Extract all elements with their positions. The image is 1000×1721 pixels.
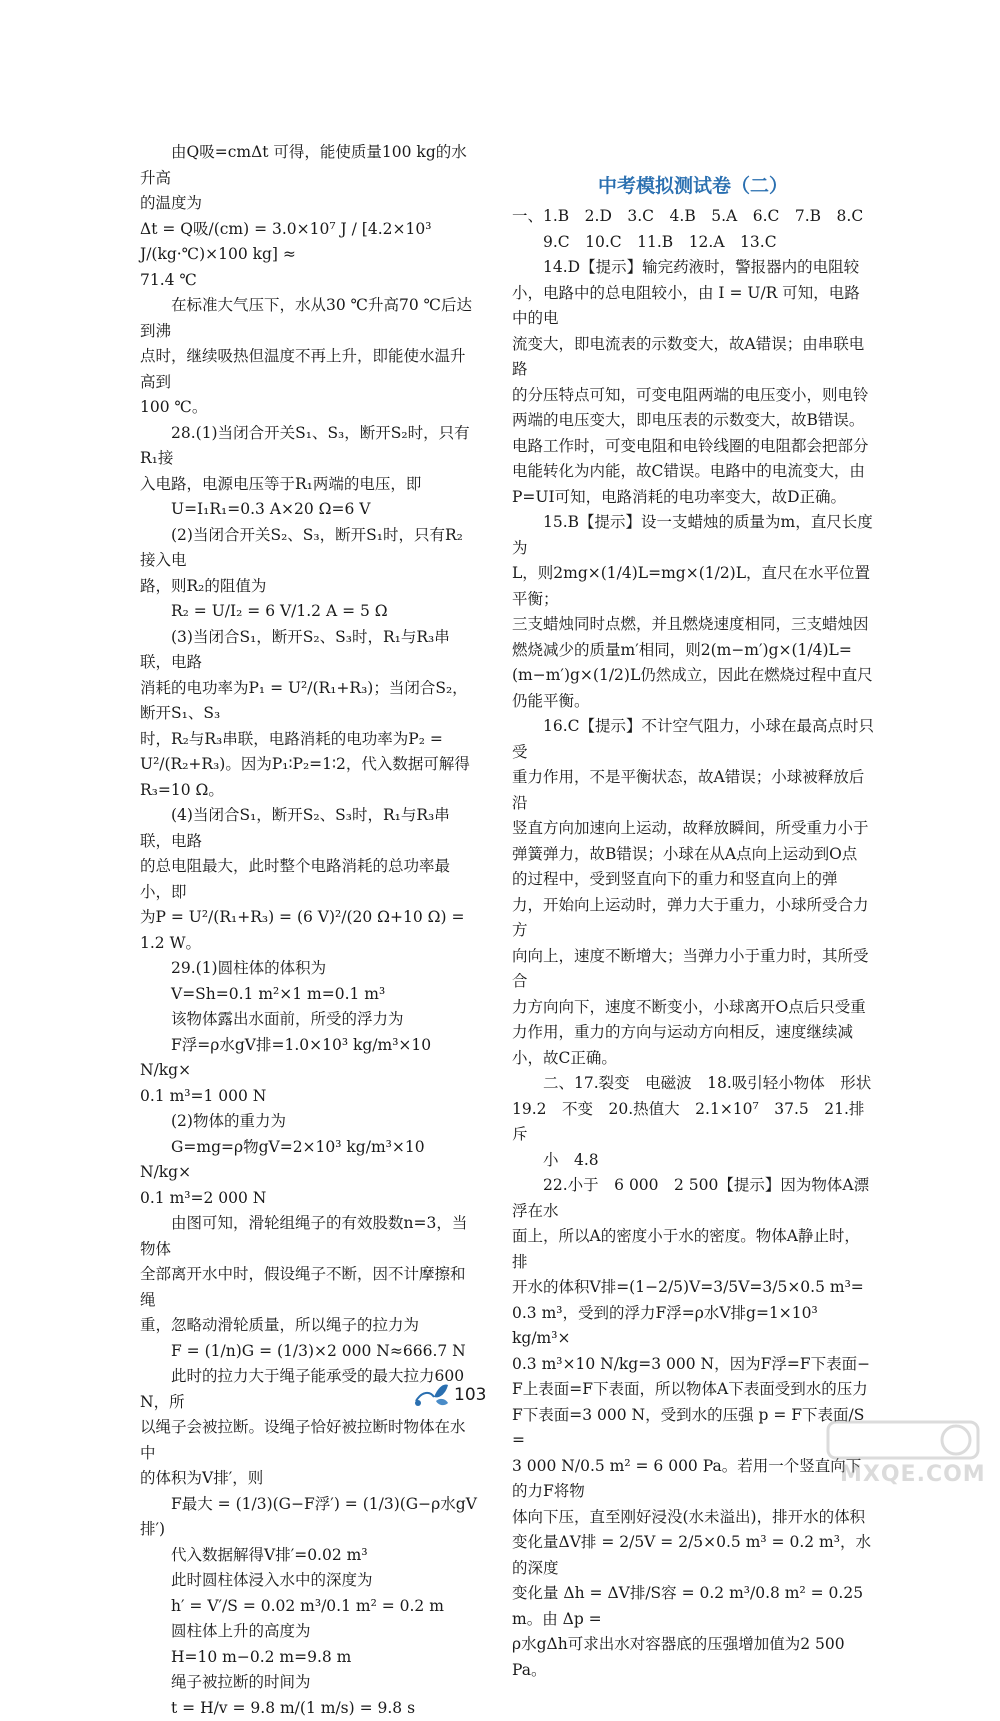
right-text-line: 9.C 10.C 11.B 12.A 13.C (512, 230, 874, 256)
left-text-line: R₃=10 Ω。 (140, 778, 478, 804)
right-text-line: 0.3 m³，受到的浮力F浮=ρ水V排g=1×10³ kg/m³× (512, 1301, 874, 1352)
right-column-body (512, 204, 874, 1683)
right-text-line: 15.B【提示】设一支蜡烛的质量为m，直尺长度为 (512, 510, 874, 561)
left-text-line: 28.(1)当闭合开关S₁、S₃，断开S₂时，只有R₁接 (140, 421, 478, 472)
right-text-line: F上表面=F下表面，所以物体A下表面受到水的压力 (512, 1377, 874, 1403)
right-text-line: 二、17.裂变 电磁波 18.吸引轻小物体 形状 (512, 1071, 874, 1097)
left-text-line: 由Q吸=cmΔt 可得，能使质量100 kg的水升高 (140, 140, 478, 191)
left-text-line: 路，则R₂的阻值为 (140, 574, 478, 600)
left-text-line: 重，忽略动滑轮质量，所以绳子的拉力为 (140, 1313, 478, 1339)
left-text-line: 的体积为V排′，则 (140, 1466, 478, 1492)
watermark-text: MXQE.COM (840, 1462, 986, 1487)
right-text-line: 电路工作时，可变电阻和电铃线圈的电阻都会把部分 (512, 434, 874, 460)
right-text-line: 两端的电压变大，即电压表的示数变大，故B错误。 (512, 408, 874, 434)
left-column (140, 140, 478, 1721)
right-text-line: 力作用，重力的方向与运动方向相反，速度继续减 (512, 1020, 874, 1046)
right-text-line: 竖直方向加速向上运动，故释放瞬间，所受重力小于 (512, 816, 874, 842)
left-text-line: R₂ = U/I₂ = 6 V/1.2 A = 5 Ω (140, 599, 478, 625)
left-text-line: H=10 m−0.2 m=9.8 m (140, 1645, 478, 1671)
watermark (822, 1416, 992, 1494)
right-text-line: 16.C【提示】不计空气阻力，小球在最高点时只受 (512, 714, 874, 765)
left-text-line: t = H/v = 9.8 m/(1 m/s) = 9.8 s (140, 1696, 478, 1721)
left-text-line: h′ = V′/S = 0.02 m³/0.1 m² = 0.2 m (140, 1594, 478, 1620)
right-text-line: 小 4.8 (512, 1148, 874, 1174)
left-text-line: (4)当闭合S₁，断开S₂、S₃时，R₁与R₃串联，电路 (140, 803, 478, 854)
right-text-line: 面上，所以A的密度小于水的密度。物体A静止时，排 (512, 1224, 874, 1275)
right-text-line: 变化量ΔV排 = 2/5V = 2/5×0.5 m³ = 0.2 m³，水的深度 (512, 1530, 874, 1581)
watermark-logo-icon (822, 1416, 992, 1462)
right-text-line: 三支蜡烛同时点燃，并且燃烧速度相同，三支蜡烛因 (512, 612, 874, 638)
right-text-line: 0.3 m³×10 N/kg=3 000 N，因为F浮=F下表面− (512, 1352, 874, 1378)
left-text-line: G=mg=ρ物gV=2×10³ kg/m³×10 N/kg× (140, 1135, 478, 1186)
left-text-line: U=I₁R₁=0.3 A×20 Ω=6 V (140, 497, 478, 523)
left-text-line: 消耗的电功率为P₁ = U²/(R₁+R₃)；当闭合S₂，断开S₁、S₃ (140, 676, 478, 727)
right-text-line: 仍能平衡。 (512, 689, 874, 715)
left-text-line: 该物体露出水面前，所受的浮力为 (140, 1007, 478, 1033)
right-text-line: P=UI可知，电路消耗的电功率变大，故D正确。 (512, 485, 874, 511)
left-text-line: 此时圆柱体浸入水中的深度为 (140, 1568, 478, 1594)
right-text-line: L，则2mg×(1/4)L=mg×(1/2)L，直尺在水平位置平衡； (512, 561, 874, 612)
left-text-line: 全部离开水中时，假设绳子不断，因不计摩擦和绳 (140, 1262, 478, 1313)
right-text-line: 的过程中，受到竖直向下的重力和竖直向上的弹 (512, 867, 874, 893)
right-text-line: 小，故C正确。 (512, 1046, 874, 1072)
left-text-line: 29.(1)圆柱体的体积为 (140, 956, 478, 982)
left-text-line: 的总电阻最大，此时整个电路消耗的总功率最小，即 (140, 854, 478, 905)
left-text-line: U²/(R₂+R₃)。因为P₁∶P₂=1∶2，代入数据可解得 (140, 752, 478, 778)
left-text-line: F = (1/n)G = (1/3)×2 000 N≈666.7 N (140, 1339, 478, 1365)
left-text-line: 在标准大气压下，水从30 ℃升高70 ℃后达到沸 (140, 293, 478, 344)
right-text-line: 小，电路中的总电阻较小，由 I = U/R 可知，电路中的电 (512, 281, 874, 332)
left-text-line: 代入数据解得V排′=0.02 m³ (140, 1543, 478, 1569)
left-text-line: 时，R₂与R₃串联，电路消耗的电功率为P₂ = (140, 727, 478, 753)
left-text-line: 点时，继续吸热但温度不再上升，即能使水温升高到 (140, 344, 478, 395)
right-text-line: 3 000 N/0.5 m² = 6 000 Pa。若用一个竖直向下的力F将物 (512, 1454, 874, 1505)
section-title: 中考模拟测试卷（二） (512, 170, 874, 202)
left-text-line: 由图可知，滑轮组绳子的有效股数n=3，当物体 (140, 1211, 478, 1262)
right-text-line: F下表面=3 000 N，受到水的压强 p = F下表面/S = (512, 1403, 874, 1454)
right-text-line: (m−m′)g×(1/2)L仍然成立，因此在燃烧过程中直尺 (512, 663, 874, 689)
left-text-line: (2)物体的重力为 (140, 1109, 478, 1135)
right-text-line: 14.D【提示】输完药液时，警报器内的电阻较 (512, 255, 874, 281)
left-text-line: 71.4 ℃ (140, 268, 478, 294)
right-text-line: 22.小于 6 000 2 500【提示】因为物体A漂浮在水 (512, 1173, 874, 1224)
right-text-line: 开水的体积V排=(1−2/5)V=3/5V=3/5×0.5 m³= (512, 1275, 874, 1301)
leaf-ornament-icon (412, 1379, 452, 1413)
left-text-line: 此时的拉力大于绳子能承受的最大拉力600 N，所 (140, 1364, 478, 1415)
left-text-line: 圆柱体上升的高度为 (140, 1619, 478, 1645)
right-text-line: 向向上，速度不断增大；当弹力小于重力时，其所受合 (512, 944, 874, 995)
page-number: 103 (454, 1385, 486, 1405)
left-text-line: F浮=ρ水gV排=1.0×10³ kg/m³×10 N/kg× (140, 1033, 478, 1084)
left-text-line: Δt = Q吸/(cm) = 3.0×10⁷ J / [4.2×10³ J/(kg·℃)×100 kg] ≈ (140, 217, 478, 268)
right-text-line: 重力作用，不是平衡状态，故A错误；小球被释放后沿 (512, 765, 874, 816)
left-text-line: V=Sh=0.1 m²×1 m=0.1 m³ (140, 982, 478, 1008)
right-text-line: 变化量 Δh = ΔV排/S容 = 0.2 m³/0.8 m² = 0.25 m。由 Δp = (512, 1581, 874, 1632)
left-text-line: (3)当闭合S₁，断开S₂、S₃时，R₁与R₃串联，电路 (140, 625, 478, 676)
right-text-line: 弹簧弹力，故B错误；小球在从A点向上运动到O点 (512, 842, 874, 868)
left-text-line: 0.1 m³=1 000 N (140, 1084, 478, 1110)
right-text-line: 力，开始向上运动时，弹力大于重力，小球所受合力方 (512, 893, 874, 944)
left-text-line: 入电路，电源电压等于R₁两端的电压，即 (140, 472, 478, 498)
left-text-line: (2)当闭合开关S₂、S₃，断开S₁时，只有R₂接入电 (140, 523, 478, 574)
left-text-line: 0.1 m³=2 000 N (140, 1186, 478, 1212)
page-footer (0, 1379, 1000, 1419)
right-column (512, 140, 874, 1683)
right-text-line: 体向下压，直至刚好浸没(水未溢出)，排开水的体积 (512, 1505, 874, 1531)
right-text-line: 燃烧减少的质量m′相同，则2(m−m′)g×(1/4)L= (512, 638, 874, 664)
right-text-line: ρ水gΔh可求出水对容器底的压强增加值为2 500 Pa。 (512, 1632, 874, 1683)
left-text-line: 为P = U²/(R₁+R₃) = (6 V)²/(20 Ω+10 Ω) = 1.2 W。 (140, 905, 478, 956)
right-text-line: 19.2 不变 20.热值大 2.1×10⁷ 37.5 21.排斥 (512, 1097, 874, 1148)
left-text-line: 以绳子会被拉断。设绳子恰好被拉断时物体在水中 (140, 1415, 478, 1466)
right-text-line: 一、1.B 2.D 3.C 4.B 5.A 6.C 7.B 8.C (512, 204, 874, 230)
left-text-line: 绳子被拉断的时间为 (140, 1670, 478, 1696)
right-text-line: 力方向向下，速度不断变小，小球离开O点后只受重 (512, 995, 874, 1021)
left-text-line: F最大 = (1/3)(G−F浮′) = (1/3)(G−ρ水gV排′) (140, 1492, 478, 1543)
left-text-line: 100 ℃。 (140, 395, 478, 421)
right-text-line: 的分压特点可知，可变电阻两端的电压变小，则电铃 (512, 383, 874, 409)
left-text-line: 的温度为 (140, 191, 478, 217)
right-text-line: 流变大，即电流表的示数变大，故A错误；由串联电路 (512, 332, 874, 383)
right-text-line: 电能转化为内能，故C错误。电路中的电流变大，由 (512, 459, 874, 485)
